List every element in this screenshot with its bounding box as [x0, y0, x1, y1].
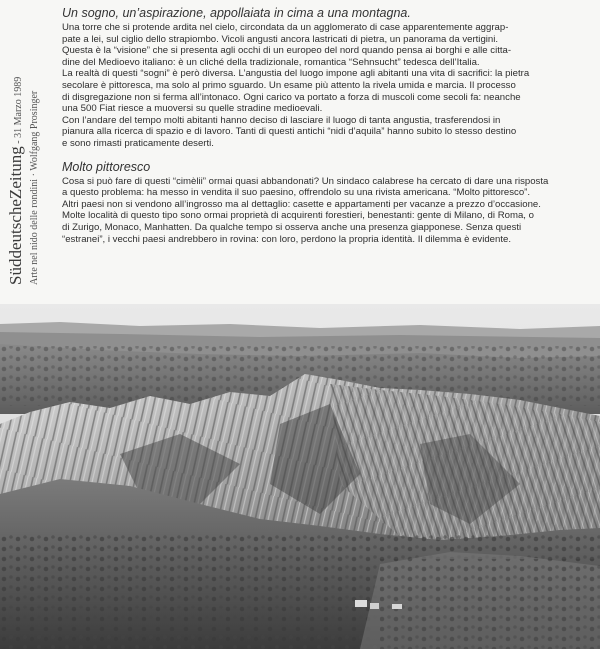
section-heading-2: Molto pittoresco — [62, 159, 151, 174]
text-line: e sono rimasti praticamente deserti. — [62, 137, 214, 149]
text-line: La realtà di questi “sogni” è però diversa. L’angustia del luogo impone agli abitanti una vita di sacrifici: la pietra — [62, 68, 530, 80]
landscape-photo — [0, 304, 600, 649]
text-line: dine del Medioevo italiano: è un cliché della tradizionale, romantica “Sehnsucht” tedesca dell’Italia. — [62, 56, 480, 68]
section-body-1 — [62, 22, 582, 150]
text-line: Questa è la “visione” che si presenta agli occhi di un europeo del nord quando pensa ai borghi e alle citta- — [62, 45, 512, 57]
section-body-2 — [62, 176, 582, 246]
text-line: di disgregazione non si ferma all’intonaco. Ogni carico va portato a forza di muscoli come secoli fa: neanche — [62, 91, 521, 103]
text-line: a questo problema: ha messo in vendita il suo paesino, offrendolo su una rivista americana. “Molto pittoresco”. — [62, 187, 531, 199]
newspaper-name: SüddeutscheZeitung - 31 Marzo 1989 — [6, 76, 25, 285]
text-line: una 500 Fiat riesce a muoversi su quelle stradine medioevali. — [62, 103, 323, 115]
publication-date: - 31 Marzo 1989 — [13, 76, 24, 147]
vertical-masthead — [0, 0, 48, 300]
text-line: Molte località di questo tipo sono ormai proprietà di acquirenti forestieri, benestanti: gente di Milano, di Roma, o — [62, 210, 534, 222]
text-line: Con l’andare del tempo molti abitanti hanno deciso di lasciare il luogo di tanta angustia, trasferendosi in — [62, 114, 501, 126]
text-line: pate a lei, sul ciglio dello strapiombo. Vicoli angusti ancora lastricati di pietra, un panorama da vertigini. — [62, 33, 499, 45]
article-body — [62, 6, 582, 245]
text-line: Altri paesi non si vendono all’ingrosso ma al dettaglio: casette e appartamenti per vacanze a prezzo d’occasione. — [62, 198, 541, 210]
text-line: Cosa si può fare di questi “cimèlii” ormai quasi abbandonati? Un sindaco calabrese ha cercato di dare una risposta — [62, 175, 549, 187]
text-line: di Zurigo, Monaco, Manhatten. Da qualche tempo si osserva anche una presenza giapponese. Senza questi — [62, 221, 522, 233]
text-line: “estranei”, i vecchi paesi andrebbero in rovina: con loro, perdono la propria identità. Il dilemma è evidente. — [62, 233, 512, 245]
article-byline: Arte nel nido delle rondini · Wolfgang Prosinger — [29, 90, 40, 285]
text-line: secolare è pittoresca, ma solo al primo sguardo. Un esame più attento la rivela umida e marcia. Il processo — [62, 79, 516, 91]
section-heading-1: Un sogno, un’aspirazione, appollaiata in cima a una montagna. — [62, 6, 411, 20]
text-line: Una torre che si protende ardita nel cielo, circondata da un agglomerato di case apparentemente aggrap- — [62, 22, 509, 33]
text-line: pianura alla ricerca di spazio e di lavoro. Tanti di questi antichi “nidi d’aquila” hanno subito lo stesso destino — [62, 126, 517, 138]
